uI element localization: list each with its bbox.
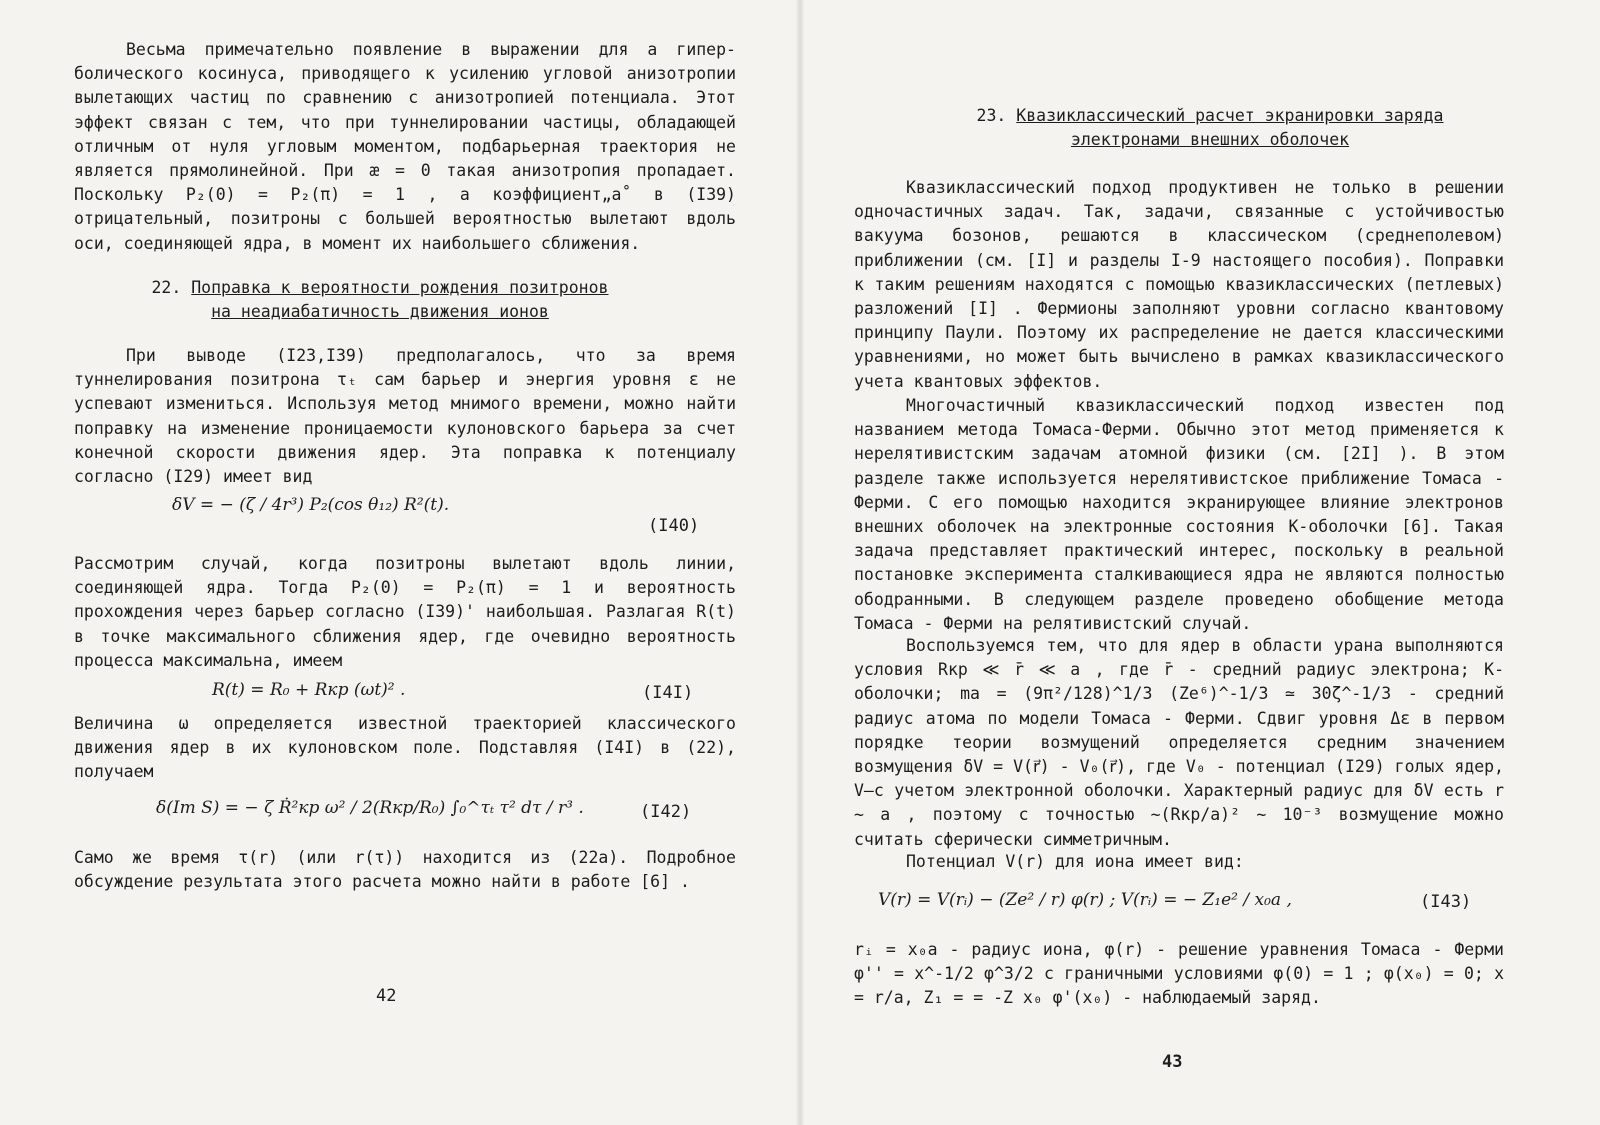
page-number-left: 42 <box>376 986 397 1006</box>
equation-143: V(r) = V(rᵢ) − (Ze² / r) φ(r) ; V(rᵢ) = − Z₁e² / x₀a , <box>878 890 1292 910</box>
page-right <box>800 0 1600 1125</box>
section-heading-22 <box>100 276 660 324</box>
paragraph-left-1: Весьма примечательно появление в выражении для a гипер-болического косинуса, приводящего к усилению угловой анизотропии вылетающих частиц по сравнению с анизотропией потенциала. Этот эффект связан с тем, что при туннелировании частицы, обладающей отличным от нуля угловым моментом, подбарьерная траектория не является прямолинейной. При æ = 0 такая анизотропия пропадает. Поскольку P₂(0) = P₂(π) = 1 , а коэффициент„a˚ в (I39) отрицательный, позитроны с большей вероятностью вылетают вдоль оси, соединяющей ядра, в момент их наибольшего сближения. <box>74 40 736 253</box>
paragraph-left-5: Само же время τ(r) (или r(τ)) находится из (22а). Подробное обсуждение результата этого расчета можно найти в работе [6] . <box>74 848 736 892</box>
paragraph-right-2: Многочастичный квазиклассический подход известен под названием метода Томаса-Ферми. Обычно этот метод применяется к нерелятивистским задачам атомной физики (см. [2I] ). В этом разделе также используется нерелятивистское приближение Томаса - Ферми. С его помощью находится экранирующее влияние электронов внешних оболочек на электронные состояния K-оболочки [6]. Такая задача представляет практический интерес, поскольку в реальной постановке эксперимента сталкивающиеся ядра не являются полностью ободранными. В следующем разделе проведено обобщение метода Томаса - Ферми на релятивистский случай. <box>854 396 1504 633</box>
heading-number: 22. <box>151 278 182 297</box>
section-heading-23 <box>910 104 1510 152</box>
page-number-right: 43 <box>1162 1052 1183 1072</box>
paragraph-right-1: Квазиклассический подход продуктивен не только в решении одночастичных задач. Так, задачи, связанные с устойчивостью вакуума бозонов, решаются в классическом (среднеполевом) приближении (см. [I] и разделы I-9 настоящего пособия). Поправки к таким решениям находятся с помощью квазиклассических (петлевых) разложений [I] . Фермионы заполняют уровни согласно квантовому принципу Паули. Поэтому их распределение не дается классическими уравнениями, но может быть вычислено в рамках квазиклассического учета квантовых эффектов. <box>854 178 1504 391</box>
heading-line-1: Квазиклассический расчет экранировки заряда <box>1016 106 1444 125</box>
heading-line-1: Поправка к вероятности рождения позитронов <box>191 278 609 297</box>
equation-140-number: (I40) <box>648 516 700 536</box>
heading-number: 23. <box>976 106 1007 125</box>
paragraph-right-5: rᵢ = x₀a - радиус иона, φ(r) - решение уравнения Томаса - Ферми φ'' = x^-1/2 φ^3/2 с граничными условиями φ(0) = 1 ; φ(x₀) = 0; x = r/a, Z₁ = = -Z x₀ φ'(x₀) - наблюдаемый заряд. <box>854 940 1504 1008</box>
paragraph-right-3: Воспользуемся тем, что для ядер в области урана выполняются условия Rкр ≪ r̄ ≪ a , где r̄ - средний радиус электрона; K-оболочки; ma = (9π²/128)^1/3 (Ze⁶)^-1/3 ≃ 30ζ^-1/3 - средний радиус атома по модели Томаса - Ферми. Сдвиг уровня Δε в первом порядке теории возмущений определяется средним значением возмущения δV = V(r⃗) - V₀(r⃗), где V₀ - потенциал (I29) голых ядер, V—с учетом электронной оболочки. Характерный радиус для δV есть r ~ a , поэтому с точностью ~(Rкр/a)² ~ 10⁻³ возмущение можно считать сферически симметричным. <box>854 636 1504 849</box>
equation-140: δV = − (ζ / 4r³) P₂(cos θ₁₂) R²(t). <box>172 495 450 515</box>
equation-143-number: (I43) <box>1420 892 1472 912</box>
paragraph-left-3: Рассмотрим случай, когда позитроны вылетают вдоль линии, соединяющей ядра. Тогда P₂(0) = P₂(π) = 1 и вероятность прохождения через барьер согласно (I39)' наибольшая. Разлагая R(t) в точке максимального сближения ядер, где очевидно вероятность процесса максимальна, имеем <box>74 554 736 670</box>
paragraph-left-4: Величина ω определяется известной траекторией классического движения ядер в их кулоновском поле. Подставляя (I4I) в (22), получаем <box>74 714 736 782</box>
paragraph-right-4: Потенциал V(r) для иона имеет вид: <box>906 852 1244 871</box>
heading-line-2: на неадиабатичность движения ионов <box>211 302 549 321</box>
paragraph-left-2: При выводе (I23,I39) предполагалось, что за время туннелирования позитрона τₜ сам барьер и энергия уровня ε не успевают измениться. Используя метод мнимого времени, можно найти поправку на изменение проницаемости кулоновского барьера за счет конечной скорости движения ядер. Эта поправка к потенциалу согласно (I29) имеет вид <box>74 346 736 487</box>
equation-141-number: (I4I) <box>642 683 694 703</box>
equation-142-number: (I42) <box>640 802 692 822</box>
equation-142: δ(Im S) = − ζ Ṙ²кр ω² / 2(Rкр/R₀) ∫₀^τₜ τ² dτ / r³ . <box>156 798 584 818</box>
equation-141: R(t) = R₀ + Rкр (ωt)² . <box>212 680 406 700</box>
heading-line-2: электронами внешних оболочек <box>1070 130 1350 149</box>
